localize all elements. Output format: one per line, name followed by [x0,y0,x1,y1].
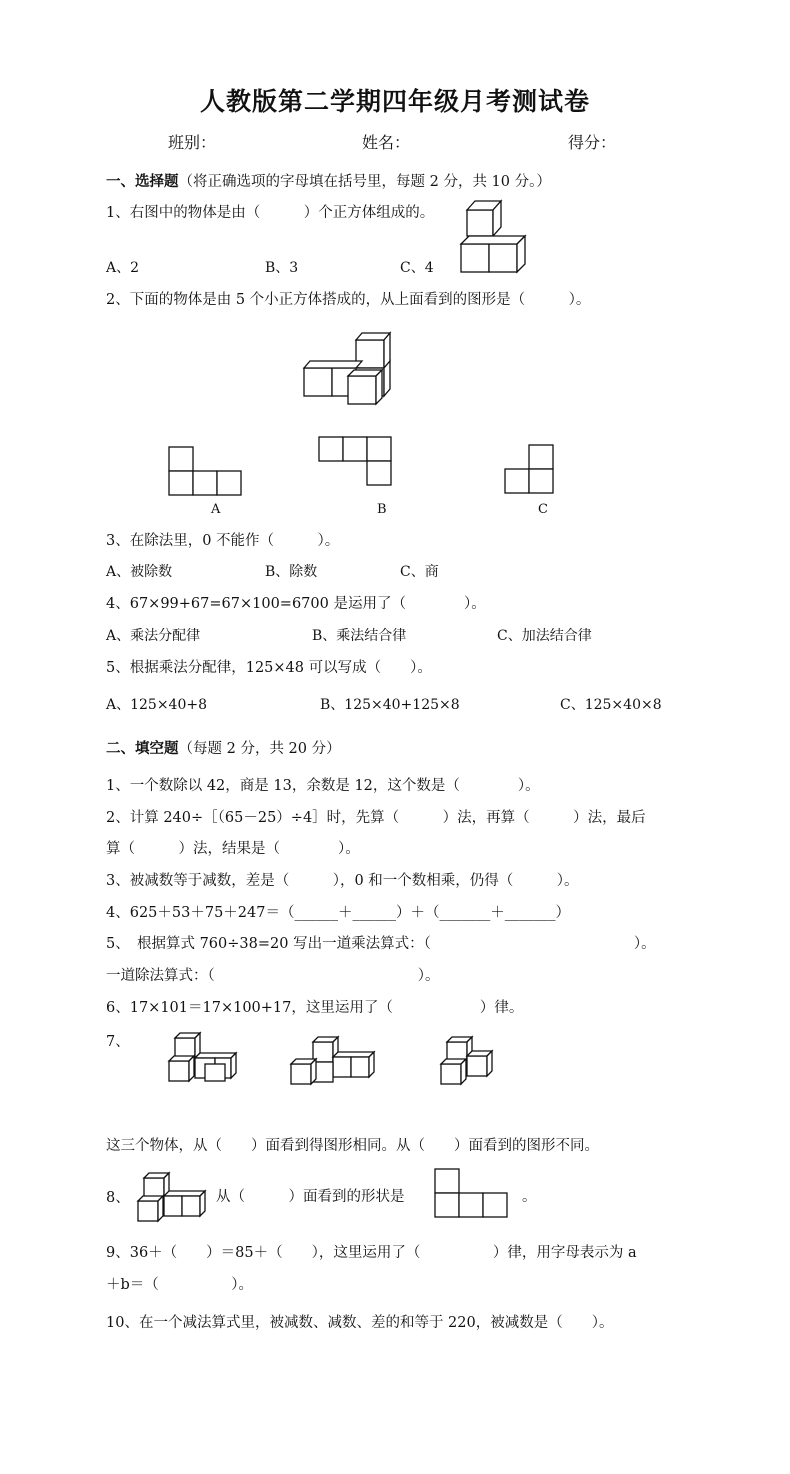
q2-label-c: C [538,502,548,517]
section1-note: （将正确选项的字母填在括号里，每题 2 分，共 10 分。） [178,174,551,190]
s2-q2-line1: 2、计算 240÷［（65－25）÷4］时，先算（ ）法，再算（ ）法，最后 [106,810,646,826]
s2-q8-number: 8、 [106,1190,130,1206]
q2-option-a-shape [168,446,244,498]
s1-q2-text: 2、下面的物体是由 5 个小正方体搭成的，从上面看到的图形是（ ）。 [106,292,591,308]
name-label: 姓名： [362,133,411,152]
s1-q4-option-c: C、加法结合律 [497,628,592,644]
section2-title [106,737,341,758]
class-label: 班别： [168,133,217,152]
q2-cube-object [300,330,400,410]
s1-q1-option-b: B、3 [265,260,299,276]
s1-q1-option-a: A、2 [106,260,140,276]
section2-note: （每题 2 分，共 20 分） [178,741,341,757]
s2-q8-text: 从（ ）面看到的形状是 [216,1189,405,1205]
section2-heading: 二、填空题 [106,740,179,757]
s2-q3-text: 3、被减数等于减数，差是（ ），0 和一个数相乘，仍得（ ）。 [106,873,579,889]
s2-q7-number: 7、 [106,1034,130,1050]
s2-q9-line2: ＋b＝（ ）。 [106,1277,254,1293]
s1-q5-option-a: A、125×40+8 [106,697,208,713]
s1-q3-option-a: A、被除数 [106,564,173,580]
q2-label-a: A [211,502,221,517]
page-title: 人教版第二学期四年级月考测试卷 [199,87,590,116]
q7-object-3 [438,1034,494,1086]
section1-heading: 一、选择题 [106,173,179,190]
q2-option-b-shape [318,436,394,488]
q7-object-1 [166,1030,240,1084]
s1-q3-text: 3、在除法里，0 不能作（ ）。 [106,533,340,549]
s2-q9-line1: 9、36＋（ ）＝85＋（ ），这里运用了（ ）律，用字母表示为 a [106,1245,637,1261]
q2-option-c-shape [504,444,556,496]
s1-q4-text: 4、67×99+67=67×100=6700 是运用了（ ）。 [106,596,486,612]
s1-q3-option-c: C、商 [400,564,439,580]
s2-q5-line1: 5、 根据算式 760÷38=20 写出一道乘法算式：（ ）。 [106,936,656,952]
q8-cube-object [136,1168,208,1224]
s2-q4-text: 4、625＋53＋75＋247＝（______＋______）＋（_______＋_______） [106,905,570,921]
s2-q10-text: 10、在一个减法算式里，被减数、减数、差的和等于 220，被减数是（ ）。 [106,1315,614,1331]
s2-q5-line2: 一道除法算式：（ ）。 [106,968,440,984]
q2-label-b: B [377,502,387,517]
s2-q2-line2: 算（ ）法，结果是（ ）。 [106,841,360,857]
s1-q3-option-b: B、除数 [265,564,318,580]
s1-q1-text: 1、右图中的物体是由（ ）个正方体组成的。 [106,205,435,221]
q1-cube-figure [455,196,535,278]
s1-q5-text: 5、根据乘法分配律，125×48 可以写成（ ）。 [106,660,432,676]
s1-q5-option-c: C、125×40×8 [560,697,662,713]
s2-q6-text: 6、17×101＝17×100+17，这里运用了（ ）律。 [106,1000,524,1016]
section1-title [106,170,551,191]
score-label: 得分： [568,133,617,152]
s1-q4-option-a: A、乘法分配律 [106,628,201,644]
s1-q4-option-b: B、乘法结合律 [312,628,407,644]
s2-q1-text: 1、一个数除以 42，商是 13，余数是 12，这个数是（ ）。 [106,778,540,794]
q7-object-2 [288,1034,378,1086]
s2-q8-end: 。 [522,1189,537,1205]
s1-q5-option-b: B、125×40+125×8 [320,697,460,713]
s2-q7-question: 这三个物体，从（ ）面看到得图形相同。从（ ）面看到的图形不同。 [106,1138,599,1154]
q8-view-shape [434,1168,510,1220]
s1-q1-option-c: C、4 [400,260,434,276]
